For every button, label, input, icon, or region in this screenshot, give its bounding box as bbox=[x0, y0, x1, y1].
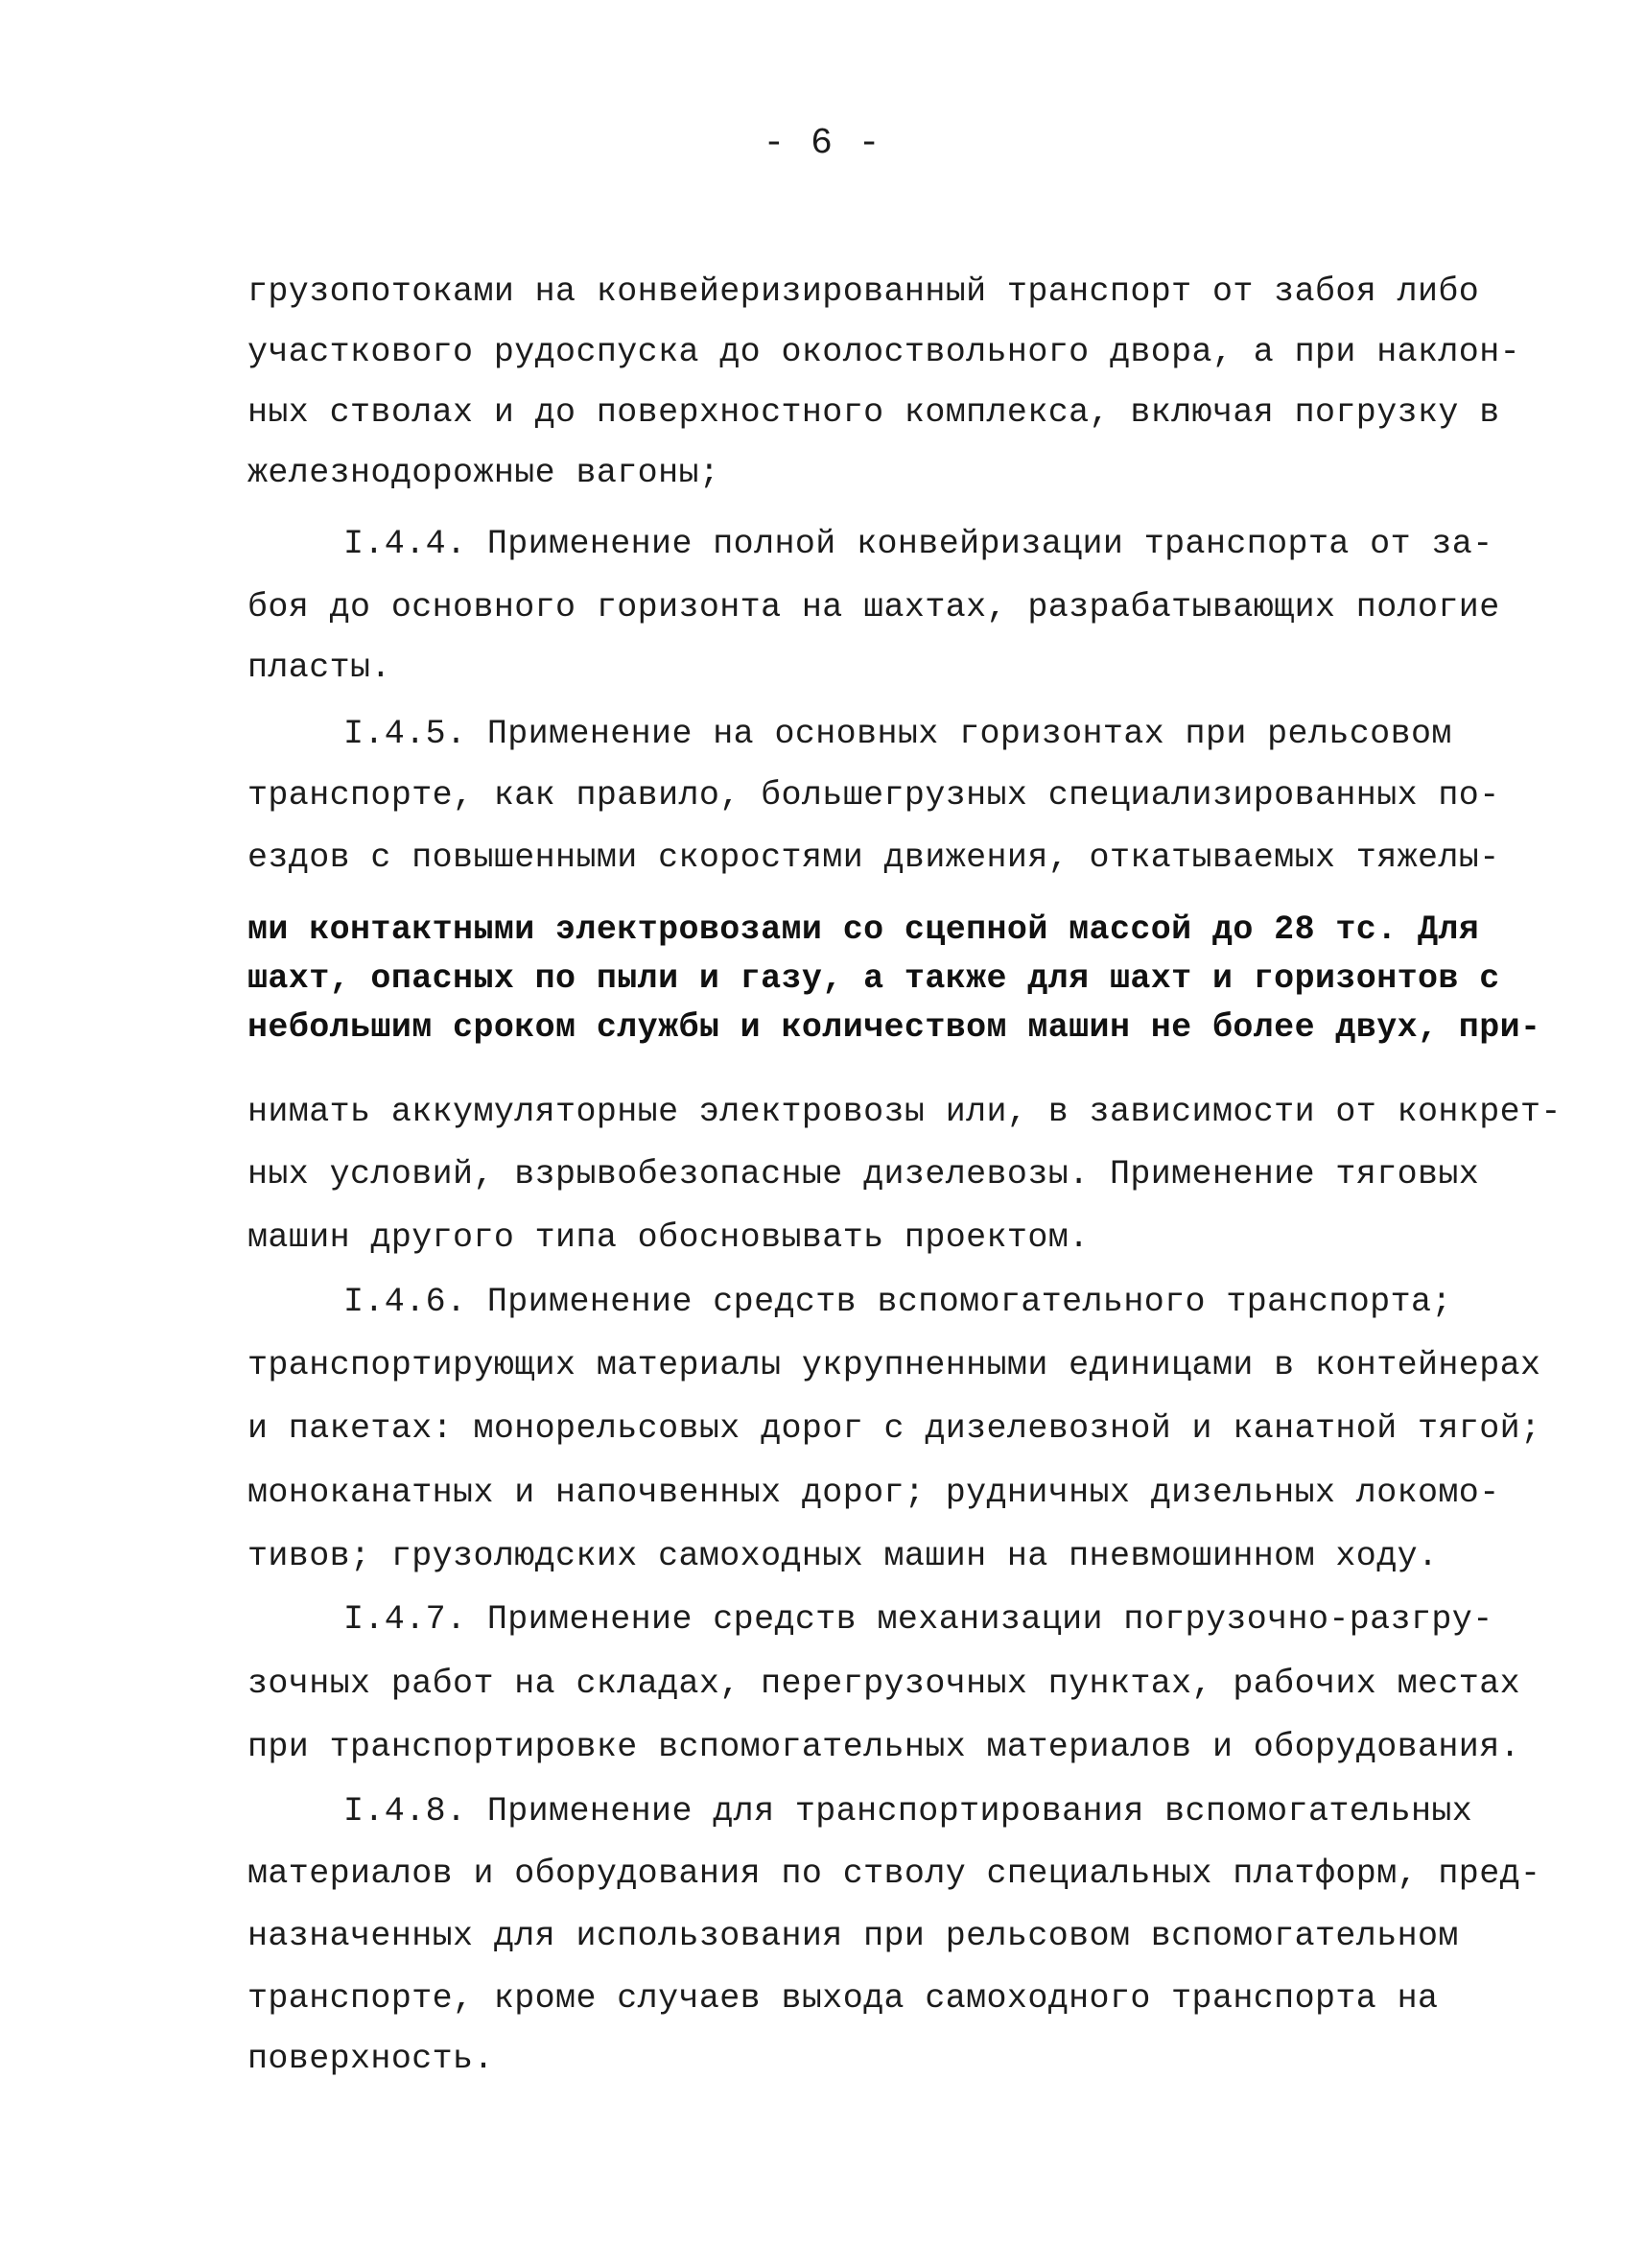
text-line: ных стволах и до поверхностного комплекса, включая погрузку в bbox=[247, 393, 1500, 432]
text-line: транспорте, как правило, большегрузных специализированных по- bbox=[247, 776, 1500, 815]
text-line: транспорте, кроме случаев выхода самоходного транспорта на bbox=[247, 1979, 1439, 2018]
paragraph-1-4-4-heading: I.4.4. Применение полной конвейризации транспорта от за- bbox=[343, 525, 1493, 563]
paragraph-1-4-5-heading: I.4.5. Применение на основных горизонтах при рельсовом bbox=[343, 715, 1452, 753]
text-line: нимать аккумуляторные электровозы или, в зависимости от конкрет- bbox=[247, 1093, 1562, 1131]
paragraph-1-4-7-heading: I.4.7. Применение средств механизации погрузочно-разгру- bbox=[343, 1600, 1493, 1639]
text-line: грузопотоками на конвейеризированный транспорт от забоя либо bbox=[247, 272, 1480, 311]
text-line: и пакетах: монорельсовых дорог с дизелевозной и канатной тягой; bbox=[247, 1409, 1541, 1448]
text-line: ездов с повышенными скоростями движения, откатываемых тяжелы- bbox=[247, 839, 1500, 877]
text-line: зочных работ на складах, перегрузочных пунктах, рабочих местах bbox=[247, 1665, 1521, 1703]
text-line: материалов и оборудования по стволу специальных платформ, пред- bbox=[247, 1855, 1541, 1893]
text-line: моноканатных и напочвенных дорог; рудничных дизельных локомо- bbox=[247, 1474, 1500, 1512]
text-line: боя до основного горизонта на шахтах, разрабатывающих пологие bbox=[247, 588, 1500, 626]
text-line: при транспортировке вспомогательных материалов и оборудования. bbox=[247, 1728, 1521, 1766]
inserted-bold-line: шахт, опасных по пыли и газу, а также для шахт и горизонтов с bbox=[247, 959, 1500, 998]
text-line: железнодорожные вагоны; bbox=[247, 454, 720, 492]
paragraph-1-4-8-heading: I.4.8. Применение для транспортирования вспомогательных bbox=[343, 1792, 1473, 1831]
text-line: ных условий, взрывобезопасные дизелевозы. Применение тяговых bbox=[247, 1155, 1480, 1193]
text-line: участкового рудоспуска до околоствольного двора, а при наклон- bbox=[247, 333, 1521, 371]
text-line: поверхность. bbox=[247, 2040, 494, 2078]
page-number: - 6 - bbox=[763, 123, 882, 164]
text-line: назначенных для использования при рельсовом вспомогательном bbox=[247, 1917, 1459, 1955]
text-line: транспортирующих материалы укрупненными единицами в контейнерах bbox=[247, 1346, 1541, 1384]
paragraph-1-4-6-heading: I.4.6. Применение средств вспомогательного транспорта; bbox=[343, 1283, 1452, 1321]
inserted-bold-line: ми контактными электровозами со сцепной массой до 28 тс. Для bbox=[247, 910, 1480, 949]
text-line: тивов; грузолюдских самоходных машин на пневмошинном ходу. bbox=[247, 1537, 1439, 1575]
inserted-bold-line: небольшим сроком службы и количеством машин не более двух, при- bbox=[247, 1008, 1541, 1047]
text-line: машин другого типа обосновывать проектом. bbox=[247, 1218, 1090, 1257]
text-line: пласты. bbox=[247, 649, 391, 687]
